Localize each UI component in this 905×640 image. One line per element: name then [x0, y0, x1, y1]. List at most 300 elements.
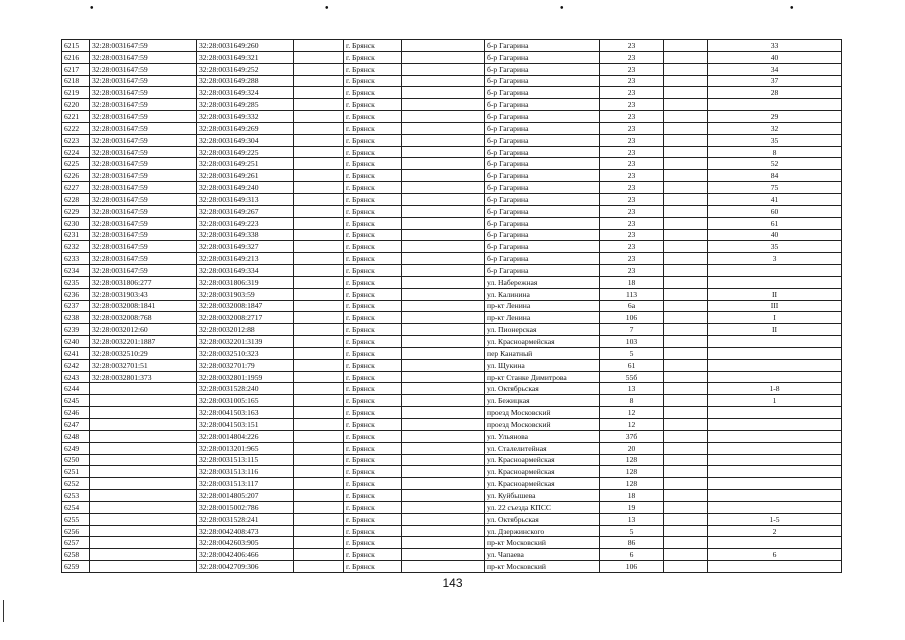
table-row: [62, 300, 842, 312]
cadastral-number: 32:28:0032201:3139: [197, 336, 294, 348]
source-cadastral-number: [90, 490, 197, 502]
cell-blank: [664, 87, 708, 99]
cell-blank: [402, 324, 485, 336]
house-number: 23: [600, 99, 664, 111]
row-number: 6241: [62, 347, 90, 359]
source-cadastral-number: [90, 513, 197, 525]
row-number: 6254: [62, 501, 90, 513]
city: г. Брянск: [344, 134, 402, 146]
table-row: [62, 419, 842, 431]
cell-blank: [664, 170, 708, 182]
cell-blank: [664, 51, 708, 63]
cadastral-number: 32:28:0041503:163: [197, 407, 294, 419]
house-number: 23: [600, 265, 664, 277]
cadastral-number: 32:28:0031649:260: [197, 40, 294, 52]
city: г. Брянск: [344, 442, 402, 454]
house-number: 23: [600, 229, 664, 241]
table-row: [62, 217, 842, 229]
house-number: 5: [600, 347, 664, 359]
street: б-р Гагарина: [485, 146, 600, 158]
source-cadastral-number: [90, 537, 197, 549]
cell-blank: [402, 288, 485, 300]
city: г. Брянск: [344, 537, 402, 549]
source-cadastral-number: 32:28:0031903:43: [90, 288, 197, 300]
cell-blank: [664, 40, 708, 52]
apartment-number: 1-8: [708, 383, 842, 395]
cell-blank: [664, 442, 708, 454]
table-row: [62, 501, 842, 513]
cell-blank: [294, 312, 344, 324]
table-row: [62, 158, 842, 170]
apartment-number: 2: [708, 525, 842, 537]
house-number: 23: [600, 182, 664, 194]
table-row: [62, 134, 842, 146]
source-cadastral-number: 32:28:0031647:59: [90, 51, 197, 63]
registry-rows: [62, 40, 842, 573]
table-row: [62, 205, 842, 217]
cell-blank: [402, 395, 485, 407]
cadastral-number: 32:28:0032008:2717: [197, 312, 294, 324]
scan-edge-mark: [3, 600, 4, 622]
apartment-number: [708, 430, 842, 442]
street: б-р Гагарина: [485, 111, 600, 123]
city: г. Брянск: [344, 359, 402, 371]
cell-blank: [664, 490, 708, 502]
row-number: 6215: [62, 40, 90, 52]
cell-blank: [294, 205, 344, 217]
street: ул. Октябрьская: [485, 513, 600, 525]
cell-blank: [294, 87, 344, 99]
cell-blank: [294, 182, 344, 194]
cell-blank: [402, 182, 485, 194]
cell-blank: [402, 525, 485, 537]
city: г. Брянск: [344, 122, 402, 134]
table-row: [62, 182, 842, 194]
house-number: 86: [600, 537, 664, 549]
cell-blank: [664, 395, 708, 407]
table-row: [62, 347, 842, 359]
house-number: 13: [600, 513, 664, 525]
house-number: 23: [600, 51, 664, 63]
apartment-number: 32: [708, 122, 842, 134]
source-cadastral-number: 32:28:0032701:51: [90, 359, 197, 371]
cell-blank: [402, 63, 485, 75]
cell-blank: [664, 312, 708, 324]
city: г. Брянск: [344, 87, 402, 99]
cell-blank: [664, 336, 708, 348]
city: г. Брянск: [344, 40, 402, 52]
street: б-р Гагарина: [485, 170, 600, 182]
cell-blank: [402, 241, 485, 253]
row-number: 6222: [62, 122, 90, 134]
source-cadastral-number: 32:28:0031647:59: [90, 134, 197, 146]
cell-blank: [402, 501, 485, 513]
street: проезд Московский: [485, 419, 600, 431]
cell-blank: [402, 265, 485, 277]
cell-blank: [664, 146, 708, 158]
cell-blank: [402, 407, 485, 419]
cell-blank: [294, 454, 344, 466]
apartment-number: [708, 419, 842, 431]
row-number: 6238: [62, 312, 90, 324]
cell-blank: [664, 229, 708, 241]
apartment-number: [708, 561, 842, 573]
street: пр-кт Ленина: [485, 300, 600, 312]
cell-blank: [664, 383, 708, 395]
house-number: 23: [600, 122, 664, 134]
cell-blank: [402, 170, 485, 182]
source-cadastral-number: 32:28:0031647:59: [90, 75, 197, 87]
city: г. Брянск: [344, 217, 402, 229]
house-number: 5: [600, 525, 664, 537]
street: пер Канатный: [485, 347, 600, 359]
row-number: 6252: [62, 478, 90, 490]
street: пр-кт Московский: [485, 561, 600, 573]
house-number: 12: [600, 407, 664, 419]
cell-blank: [294, 158, 344, 170]
source-cadastral-number: 32:28:0031647:59: [90, 229, 197, 241]
scan-dot: •: [790, 3, 794, 14]
row-number: 6242: [62, 359, 90, 371]
source-cadastral-number: 32:28:0031647:59: [90, 253, 197, 265]
city: г. Брянск: [344, 395, 402, 407]
city: г. Брянск: [344, 525, 402, 537]
city: г. Брянск: [344, 501, 402, 513]
table-row: [62, 383, 842, 395]
cell-blank: [664, 182, 708, 194]
city: г. Брянск: [344, 111, 402, 123]
house-number: 18: [600, 276, 664, 288]
row-number: 6248: [62, 430, 90, 442]
cell-blank: [664, 466, 708, 478]
apartment-number: [708, 371, 842, 383]
house-number: 8: [600, 395, 664, 407]
source-cadastral-number: 32:28:0031647:59: [90, 40, 197, 52]
house-number: 23: [600, 63, 664, 75]
row-number: 6246: [62, 407, 90, 419]
cadastral-number: 32:28:0031005:165: [197, 395, 294, 407]
cadastral-number: 32:28:0041503:151: [197, 419, 294, 431]
cell-blank: [294, 253, 344, 265]
source-cadastral-number: [90, 466, 197, 478]
cadastral-number: 32:28:0042603:905: [197, 537, 294, 549]
cell-blank: [664, 205, 708, 217]
street: пр-кт Станке Димитрова: [485, 371, 600, 383]
row-number: 6221: [62, 111, 90, 123]
table-row: [62, 359, 842, 371]
apartment-number: 37: [708, 75, 842, 87]
street: ул. Красноармейская: [485, 478, 600, 490]
street: ул. Щукина: [485, 359, 600, 371]
cell-blank: [664, 63, 708, 75]
source-cadastral-number: 32:28:0031806:277: [90, 276, 197, 288]
table-row: [62, 111, 842, 123]
street: ул. Чапаева: [485, 549, 600, 561]
street: ул. Пионерская: [485, 324, 600, 336]
apartment-number: II: [708, 324, 842, 336]
apartment-number: 28: [708, 87, 842, 99]
source-cadastral-number: 32:28:0031647:59: [90, 205, 197, 217]
city: г. Брянск: [344, 253, 402, 265]
apartment-number: 34: [708, 63, 842, 75]
cadastral-number: 32:28:0031649:285: [197, 99, 294, 111]
cadastral-number: 32:28:0031528:241: [197, 513, 294, 525]
cadastral-number: 32:28:0031649:332: [197, 111, 294, 123]
apartment-number: [708, 276, 842, 288]
row-number: 6247: [62, 419, 90, 431]
cell-blank: [402, 359, 485, 371]
cell-blank: [664, 99, 708, 111]
cadastral-number: 32:28:0031513:115: [197, 454, 294, 466]
source-cadastral-number: [90, 501, 197, 513]
house-number: 13: [600, 383, 664, 395]
row-number: 6226: [62, 170, 90, 182]
table-row: [62, 288, 842, 300]
cell-blank: [664, 288, 708, 300]
row-number: 6229: [62, 205, 90, 217]
cadastral-number: 32:28:0031649:213: [197, 253, 294, 265]
city: г. Брянск: [344, 170, 402, 182]
city: г. Брянск: [344, 513, 402, 525]
apartment-number: 1-5: [708, 513, 842, 525]
cell-blank: [664, 265, 708, 277]
street: ул. Октябрьская: [485, 383, 600, 395]
apartment-number: II: [708, 288, 842, 300]
street: ул. Красноармейская: [485, 466, 600, 478]
apartment-number: [708, 336, 842, 348]
cell-blank: [664, 111, 708, 123]
row-number: 6239: [62, 324, 90, 336]
row-number: 6234: [62, 265, 90, 277]
table-row: [62, 466, 842, 478]
source-cadastral-number: 32:28:0031647:59: [90, 122, 197, 134]
scan-dot: •: [90, 3, 94, 14]
page-number: 143: [442, 576, 463, 590]
cadastral-number: 32:28:0031903:59: [197, 288, 294, 300]
source-cadastral-number: 32:28:0031647:59: [90, 146, 197, 158]
cell-blank: [294, 407, 344, 419]
house-number: 23: [600, 253, 664, 265]
apartment-number: 35: [708, 241, 842, 253]
cell-blank: [402, 513, 485, 525]
table-row: [62, 513, 842, 525]
city: г. Брянск: [344, 407, 402, 419]
cell-blank: [402, 490, 485, 502]
source-cadastral-number: [90, 478, 197, 490]
source-cadastral-number: 32:28:0031647:59: [90, 265, 197, 277]
table-row: [62, 87, 842, 99]
cadastral-number: 32:28:0031513:116: [197, 466, 294, 478]
house-number: 20: [600, 442, 664, 454]
cell-blank: [294, 430, 344, 442]
apartment-number: 3: [708, 253, 842, 265]
cadastral-number: 32:28:0031806:319: [197, 276, 294, 288]
cell-blank: [664, 537, 708, 549]
table-row: [62, 40, 842, 52]
row-number: 6232: [62, 241, 90, 253]
cell-blank: [294, 111, 344, 123]
street: ул. Сталелитейная: [485, 442, 600, 454]
street: б-р Гагарина: [485, 51, 600, 63]
cadastral-number: 32:28:0042406:466: [197, 549, 294, 561]
row-number: 6250: [62, 454, 90, 466]
source-cadastral-number: 32:28:0031647:59: [90, 87, 197, 99]
house-number: 128: [600, 454, 664, 466]
table-row: [62, 51, 842, 63]
cell-blank: [402, 99, 485, 111]
cell-blank: [294, 217, 344, 229]
cadastral-number: 32:28:0031649:313: [197, 193, 294, 205]
row-number: 6225: [62, 158, 90, 170]
city: г. Брянск: [344, 146, 402, 158]
apartment-number: 33: [708, 40, 842, 52]
cadastral-number: 32:28:0031649:223: [197, 217, 294, 229]
cell-blank: [402, 205, 485, 217]
cell-blank: [294, 193, 344, 205]
apartment-number: [708, 265, 842, 277]
cadastral-number: 32:28:0042709:306: [197, 561, 294, 573]
cadastral-number: 32:28:0032012:88: [197, 324, 294, 336]
cell-blank: [664, 430, 708, 442]
street: б-р Гагарина: [485, 217, 600, 229]
cadastral-number: 32:28:0032701:79: [197, 359, 294, 371]
cell-blank: [664, 217, 708, 229]
table-row: [62, 276, 842, 288]
row-number: 6224: [62, 146, 90, 158]
table-row: [62, 253, 842, 265]
city: г. Брянск: [344, 300, 402, 312]
cell-blank: [664, 371, 708, 383]
table-row: [62, 229, 842, 241]
apartment-number: [708, 442, 842, 454]
street: б-р Гагарина: [485, 122, 600, 134]
apartment-number: I: [708, 312, 842, 324]
table-row: [62, 442, 842, 454]
table-row: [62, 395, 842, 407]
table-row: [62, 265, 842, 277]
row-number: 6217: [62, 63, 90, 75]
cell-blank: [664, 241, 708, 253]
cadastral-number: 32:28:0031649:252: [197, 63, 294, 75]
apartment-number: 1: [708, 395, 842, 407]
cell-blank: [664, 478, 708, 490]
cell-blank: [402, 478, 485, 490]
street: б-р Гагарина: [485, 75, 600, 87]
apartment-number: [708, 537, 842, 549]
table-row: [62, 407, 842, 419]
house-number: 23: [600, 241, 664, 253]
cell-blank: [294, 490, 344, 502]
cell-blank: [402, 442, 485, 454]
cell-blank: [294, 99, 344, 111]
row-number: 6236: [62, 288, 90, 300]
cell-blank: [402, 111, 485, 123]
table-row: [62, 122, 842, 134]
row-number: 6231: [62, 229, 90, 241]
street: б-р Гагарина: [485, 253, 600, 265]
city: г. Брянск: [344, 490, 402, 502]
row-number: 6230: [62, 217, 90, 229]
house-number: 103: [600, 336, 664, 348]
cell-blank: [664, 525, 708, 537]
apartment-number: 40: [708, 229, 842, 241]
city: г. Брянск: [344, 75, 402, 87]
table-row: [62, 537, 842, 549]
row-number: 6235: [62, 276, 90, 288]
apartment-number: 29: [708, 111, 842, 123]
row-number: 6257: [62, 537, 90, 549]
row-number: 6256: [62, 525, 90, 537]
cadastral-number: 32:28:0031649:261: [197, 170, 294, 182]
apartment-number: [708, 454, 842, 466]
street: ул. Дзержинского: [485, 525, 600, 537]
table-row: [62, 324, 842, 336]
apartment-number: [708, 347, 842, 359]
apartment-number: 41: [708, 193, 842, 205]
apartment-number: [708, 407, 842, 419]
table-row: [62, 561, 842, 573]
cell-blank: [402, 383, 485, 395]
cell-blank: [664, 158, 708, 170]
source-cadastral-number: [90, 442, 197, 454]
row-number: 6249: [62, 442, 90, 454]
cadastral-number: 32:28:0031528:240: [197, 383, 294, 395]
apartment-number: [708, 99, 842, 111]
house-number: 128: [600, 466, 664, 478]
cell-blank: [664, 276, 708, 288]
cell-blank: [294, 265, 344, 277]
house-number: 128: [600, 478, 664, 490]
cell-blank: [664, 193, 708, 205]
house-number: 61: [600, 359, 664, 371]
row-number: 6228: [62, 193, 90, 205]
cell-blank: [664, 300, 708, 312]
city: г. Брянск: [344, 324, 402, 336]
cell-blank: [294, 371, 344, 383]
cell-blank: [294, 63, 344, 75]
cell-blank: [294, 40, 344, 52]
cell-blank: [294, 513, 344, 525]
source-cadastral-number: 32:28:0032008:1841: [90, 300, 197, 312]
city: г. Брянск: [344, 193, 402, 205]
house-number: 106: [600, 561, 664, 573]
cell-blank: [402, 158, 485, 170]
source-cadastral-number: 32:28:0032801:373: [90, 371, 197, 383]
source-cadastral-number: [90, 383, 197, 395]
cell-blank: [294, 276, 344, 288]
cadastral-number: 32:28:0031649:324: [197, 87, 294, 99]
cadastral-number: 32:28:0031649:304: [197, 134, 294, 146]
city: г. Брянск: [344, 276, 402, 288]
apartment-number: 61: [708, 217, 842, 229]
cadastral-number: 32:28:0031649:251: [197, 158, 294, 170]
table-row: [62, 170, 842, 182]
table-row: [62, 336, 842, 348]
cell-blank: [294, 336, 344, 348]
apartment-number: 60: [708, 205, 842, 217]
house-number: 23: [600, 134, 664, 146]
cadastral-number: 32:28:0014805:207: [197, 490, 294, 502]
source-cadastral-number: 32:28:0031647:59: [90, 182, 197, 194]
row-number: 6220: [62, 99, 90, 111]
cell-blank: [664, 454, 708, 466]
row-number: 6258: [62, 549, 90, 561]
source-cadastral-number: 32:28:0031647:59: [90, 241, 197, 253]
cell-blank: [402, 312, 485, 324]
house-number: 23: [600, 75, 664, 87]
cell-blank: [294, 324, 344, 336]
cell-blank: [294, 501, 344, 513]
